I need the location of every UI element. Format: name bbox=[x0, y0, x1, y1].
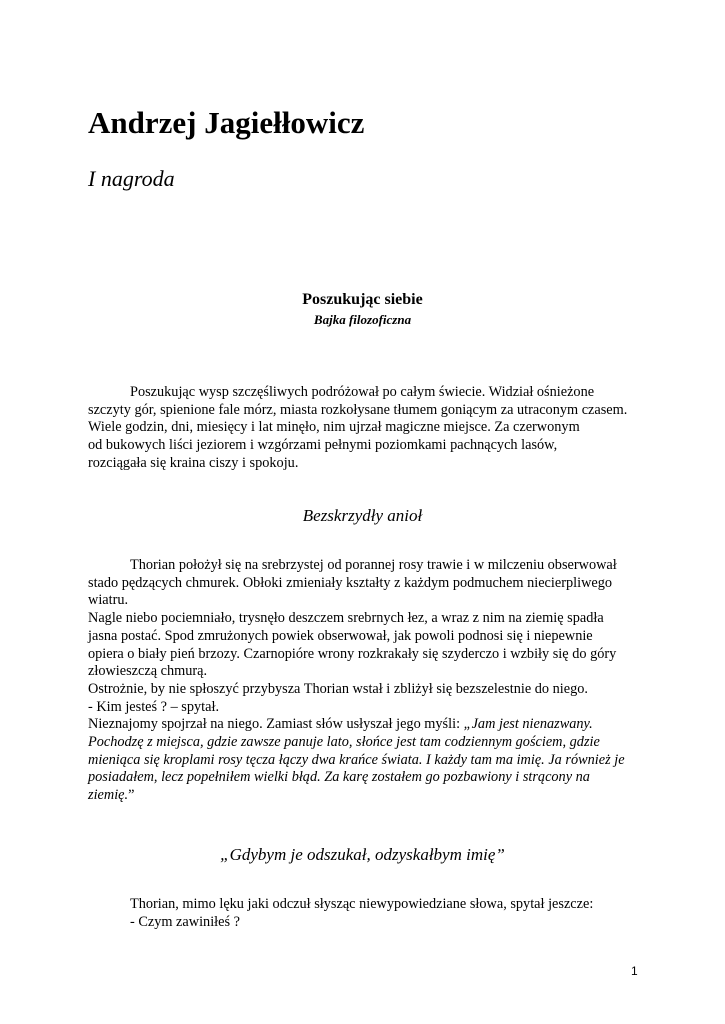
text-line: Ostrożnie, by nie spłoszyć przybysza Thorian wstał i zbliżył się bezszelestnie do niego. bbox=[88, 680, 588, 697]
work-subtitle: Bajka filozoficzna bbox=[313, 312, 412, 327]
text-line: - Czym zawiniłeś ? bbox=[130, 913, 240, 930]
text-line: Poszukując wysp szczęśliwych podróżował po całym świecie. Widział ośnieżone bbox=[130, 384, 595, 400]
text-line: złowieszczą chmurą. bbox=[88, 663, 208, 680]
paragraph-closing bbox=[88, 896, 643, 931]
text-line: wiatru. bbox=[88, 592, 129, 609]
text-line: - Kim jesteś ? – spytał. bbox=[88, 698, 220, 715]
text-line: Nagle niebo pociemniało, trysnęło deszczem srebrnych łez, a wraz z nim na ziemię spadła bbox=[88, 610, 604, 627]
award-label: I nagroda bbox=[88, 166, 175, 191]
thought-text: „Jam jest nienazwany. bbox=[463, 716, 593, 733]
narration-text: Nieznajomy spojrzał na niego. Zamiast słów usłyszał jego myśli: bbox=[88, 716, 464, 733]
text-line: jasna postać. Spod zmrużonych powiek obserwował, jak powoli podnosi się i niepewnie bbox=[88, 627, 593, 644]
text-line: od bukowych liści jeziorem i wzgórzami pełnymi poziomkami pachnących lasów, bbox=[88, 437, 558, 454]
page-number: 1 bbox=[631, 964, 638, 978]
thought-line: Pochodzę z miejsca, gdzie zawsze panuje lato, słońce jest tam codziennym gościem, gdzie bbox=[88, 734, 600, 751]
paragraph-opening bbox=[88, 384, 643, 473]
paragraph-story bbox=[88, 557, 643, 805]
closing-quote: ” bbox=[128, 787, 135, 804]
text-line: Thorian położył się na srebrzystej od porannej rosy trawie i w milczeniu obserwował bbox=[130, 557, 617, 573]
thought-text: ziemię. bbox=[88, 787, 129, 804]
thought-line-end bbox=[88, 787, 643, 805]
section-heading-bezskrzydly-aniol: Bezskrzydły anioł bbox=[302, 506, 423, 525]
text-line: stado pędzących chmurek. Obłoki zmieniały kształty z każdym podmuchem niecierpliwego bbox=[88, 574, 613, 591]
thought-line: posiadałem, lecz popełniłem wielki błąd. Za karę zostałem go pozbawiony i strącony na bbox=[88, 769, 590, 786]
thought-line: mieniąca się kroplami rosy tęcza łączy dwa krańce świata. I każdy tam ma imię. Ja również je bbox=[88, 751, 625, 768]
section-heading-gdybym: „Gdybym je odszukał, odzyskałbym imię” bbox=[220, 845, 505, 864]
text-line-thought-intro bbox=[88, 716, 643, 734]
text-line: Wiele godzin, dni, miesięcy i lat minęło, nim ujrzał magiczne miejsce. Za czerwonym bbox=[88, 419, 580, 436]
author-name: Andrzej Jagiełłowicz bbox=[88, 105, 365, 140]
text-line: opiera o biały pień brzozy. Czarnopióre wrony rozkrakały się szyderczo i wzbiły się do góry bbox=[88, 645, 617, 662]
text-line: Thorian, mimo lęku jaki odczuł słysząc niewypowiedziane słowa, spytał jeszcze: bbox=[130, 896, 594, 912]
text-line: rozciągała się kraina ciszy i spokoju. bbox=[88, 454, 299, 471]
work-title: Poszukując siebie bbox=[302, 291, 423, 308]
text-line: szczyty gór, spienione fale mórz, miasta rozkołysane tłumem goniącym za utraconym czasem. bbox=[88, 401, 628, 418]
